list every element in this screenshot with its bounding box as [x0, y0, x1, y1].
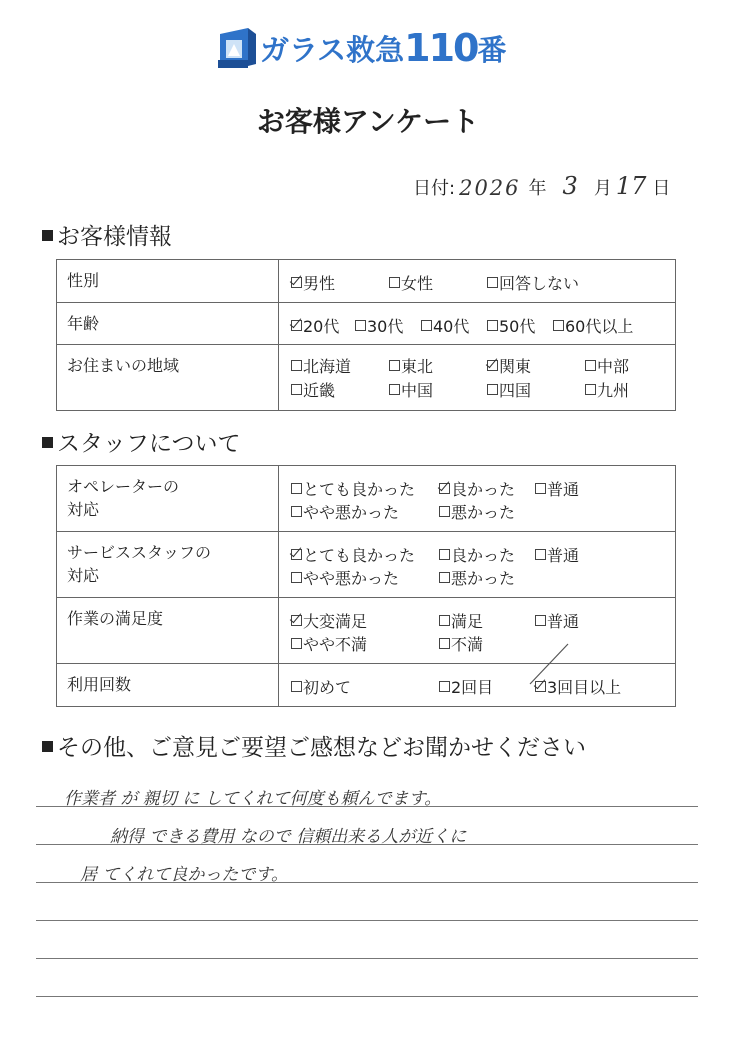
- question-region: お住まいの地域: [57, 345, 279, 411]
- checkbox-icon: [291, 360, 302, 371]
- question-gender: 性別: [57, 260, 279, 303]
- section-comments-title: その他、ご意見ご要望ご感想などお聞かせください: [42, 729, 586, 762]
- brand-logo: [218, 24, 506, 72]
- answer-gender: [279, 260, 676, 303]
- option-somewhat-bad[interactable]: やや悪かった: [291, 500, 399, 523]
- comment-area[interactable]: [36, 770, 698, 1010]
- option-satisfied[interactable]: 満足: [439, 609, 483, 632]
- option-hokkaido[interactable]: 北海道: [291, 354, 351, 377]
- checkbox-icon: [487, 384, 498, 395]
- answer-satisfaction: [279, 598, 676, 664]
- answer-region: [279, 345, 676, 411]
- date-day-unit: 日: [652, 178, 671, 199]
- checkbox-icon: [439, 638, 450, 649]
- answer-usage-count: [279, 664, 676, 707]
- checkbox-icon: [553, 320, 564, 331]
- option-dissatisfied[interactable]: 不満: [439, 632, 483, 655]
- option-first-time[interactable]: 初めて: [291, 675, 351, 698]
- option-tohoku[interactable]: 東北: [389, 354, 433, 377]
- checkbox-icon: [291, 681, 302, 692]
- comment-line: [36, 920, 698, 921]
- option-60s-plus[interactable]: 60代以上: [553, 314, 633, 337]
- row-usage-count: [57, 664, 676, 707]
- checkbox-icon: [291, 638, 302, 649]
- handwritten-check-stroke: [528, 640, 572, 690]
- question-age: 年齢: [57, 303, 279, 345]
- option-normal[interactable]: 普通: [535, 477, 579, 500]
- checkbox-checked-icon: [439, 483, 450, 494]
- option-kinki[interactable]: 近畿: [291, 378, 335, 401]
- checkbox-icon: [535, 549, 546, 560]
- checkbox-checked-icon: [291, 549, 302, 560]
- option-good[interactable]: 良かった: [439, 477, 515, 500]
- option-second-time[interactable]: 2回目: [439, 675, 493, 698]
- option-very-satisfied[interactable]: 大変満足: [291, 609, 367, 632]
- checkbox-checked-icon: [291, 320, 302, 331]
- logo-suffix: 番: [477, 32, 507, 67]
- option-very-good[interactable]: とても良かった: [291, 543, 415, 566]
- checkbox-icon: [439, 615, 450, 626]
- option-chubu[interactable]: 中部: [585, 354, 629, 377]
- checkbox-icon: [439, 549, 450, 560]
- logo-mark-icon: [218, 26, 258, 70]
- date-year-unit: 年: [528, 178, 547, 199]
- option-bad[interactable]: 悪かった: [439, 500, 515, 523]
- section-bullet-icon: [42, 230, 53, 241]
- option-shikoku[interactable]: 四国: [487, 378, 531, 401]
- option-very-good[interactable]: とても良かった: [291, 477, 415, 500]
- logo-text: ガラス救急: [260, 32, 405, 67]
- comment-line-3: 居 てくれて良かったです。: [80, 865, 289, 885]
- comment-line: [36, 996, 698, 997]
- option-20s[interactable]: 20代: [291, 314, 339, 337]
- answer-service-staff: [279, 532, 676, 598]
- question-operator: オペレーターの 対応: [57, 466, 279, 532]
- option-chugoku[interactable]: 中国: [389, 378, 433, 401]
- option-male[interactable]: 男性: [291, 271, 335, 294]
- option-kyushu[interactable]: 九州: [585, 378, 629, 401]
- row-gender: [57, 260, 676, 303]
- checkbox-icon: [439, 572, 450, 583]
- option-normal[interactable]: 普通: [535, 543, 579, 566]
- comment-line-1: 作業者 が 親切 に してくれて何度も頼んでます。: [64, 789, 442, 809]
- checkbox-icon: [439, 681, 450, 692]
- checkbox-icon: [355, 320, 366, 331]
- option-female[interactable]: 女性: [389, 271, 433, 294]
- option-bad[interactable]: 悪かった: [439, 566, 515, 589]
- checkbox-icon: [291, 483, 302, 494]
- section-staff-title: スタッフについて: [42, 425, 241, 458]
- option-kanto[interactable]: 関東: [487, 354, 531, 377]
- checkbox-icon: [291, 572, 302, 583]
- option-somewhat-bad[interactable]: やや悪かった: [291, 566, 399, 589]
- date-line: [413, 172, 670, 200]
- row-age: [57, 303, 676, 345]
- checkbox-icon: [291, 506, 302, 517]
- checkbox-icon: [421, 320, 432, 331]
- date-month-unit: 月: [593, 178, 612, 199]
- checkbox-checked-icon: [291, 615, 302, 626]
- logo-number: 110: [404, 26, 478, 70]
- option-no-answer[interactable]: 回答しない: [487, 271, 579, 294]
- section-bullet-icon: [42, 741, 53, 752]
- question-usage-count: 利用回数: [57, 664, 279, 707]
- section-bullet-icon: [42, 437, 53, 448]
- date-day: 17: [615, 172, 647, 200]
- checkbox-icon: [487, 320, 498, 331]
- page-title: お客様アンケート: [256, 105, 480, 138]
- checkbox-checked-icon: [487, 360, 498, 371]
- checkbox-icon: [585, 384, 596, 395]
- date-label: 日付:: [413, 178, 456, 199]
- option-normal[interactable]: 普通: [535, 609, 579, 632]
- checkbox-icon: [389, 384, 400, 395]
- checkbox-icon: [585, 360, 596, 371]
- option-third-plus[interactable]: 3回目以上: [535, 675, 621, 698]
- customer-info-table: [56, 259, 676, 411]
- section-customer-title: お客様情報: [42, 218, 172, 251]
- row-region: [57, 345, 676, 411]
- comment-line-2: 納得 できる費用 なので 信頼出来る人が近くに: [110, 827, 467, 847]
- date-month: 3: [562, 172, 578, 200]
- option-somewhat-dissatisfied[interactable]: やや不満: [291, 632, 367, 655]
- row-satisfaction: [57, 598, 676, 664]
- answer-age: [279, 303, 676, 345]
- checkbox-icon: [535, 483, 546, 494]
- option-good[interactable]: 良かった: [439, 543, 515, 566]
- staff-table: [56, 465, 676, 707]
- option-30s[interactable]: 30代: [355, 314, 403, 337]
- checkbox-icon: [439, 506, 450, 517]
- option-50s[interactable]: 50代: [487, 314, 535, 337]
- checkbox-icon: [291, 384, 302, 395]
- checkbox-icon: [389, 360, 400, 371]
- checkbox-icon: [487, 277, 498, 288]
- option-40s[interactable]: 40代: [421, 314, 469, 337]
- question-service-staff: サービススタッフの 対応: [57, 532, 279, 598]
- comment-line: [36, 958, 698, 959]
- checkbox-icon: [535, 615, 546, 626]
- question-satisfaction: 作業の満足度: [57, 598, 279, 664]
- checkbox-checked-icon: [291, 277, 302, 288]
- answer-operator: [279, 466, 676, 532]
- date-year: 2026: [459, 176, 521, 200]
- row-service-staff: [57, 532, 676, 598]
- row-operator: [57, 466, 676, 532]
- checkbox-icon: [389, 277, 400, 288]
